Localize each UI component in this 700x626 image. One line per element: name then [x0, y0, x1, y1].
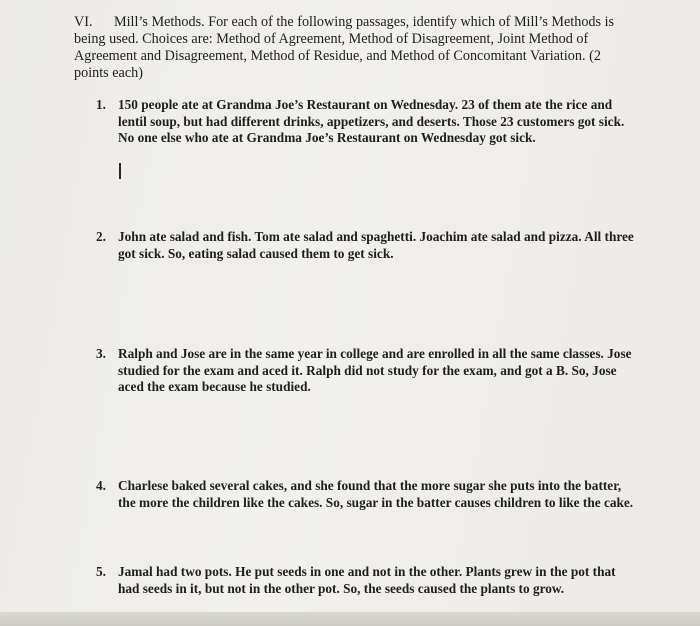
section-number: VI.	[74, 14, 93, 30]
question-1	[96, 97, 636, 147]
question-number: 4.	[96, 478, 106, 493]
question-4	[96, 478, 636, 511]
text-cursor	[119, 163, 121, 179]
question-number: 1.	[96, 97, 106, 112]
section-instructions	[74, 14, 634, 82]
question-number: 2.	[96, 229, 106, 244]
question-text: 150 people ate at Grandma Joe’s Restaurant on Wednesday. 23 of them ate the rice and lentil soup, but had different drinks, appetizers, and deserts. Those 23 customers got sick. No one else who ate at Grandma Joe’s Restaurant on Wednesday got sick.	[118, 97, 625, 145]
question-text: John ate salad and fish. Tom ate salad and spaghetti. Joachim ate salad and pizza. All three got sick. So, eating salad caused them to get sick.	[118, 229, 634, 261]
instructions-text: Mill’s Methods. For each of the following passages, identify which of Mill’s Methods is being used. Choices are: Method of Agreement, Method of Disagreement, Joint Method of Agreement and Disagreement, Method of Residue, and Method of Concomitant Variation. (2 points each)	[74, 14, 615, 81]
question-2	[96, 229, 636, 262]
question-number: 3.	[96, 346, 106, 361]
page-bottom-edge	[0, 612, 700, 626]
question-text: Ralph and Jose are in the same year in college and are enrolled in all the same classes. Jose studied for the exam and aced it. Ralph did not study for the exam, and got a B. So, Jose aced the exam because he studied.	[118, 346, 632, 394]
question-text: Jamal had two pots. He put seeds in one and not in the other. Plants grew in the pot that had seeds in it, but not in the other pot. So, the seeds caused the plants to grow.	[118, 564, 616, 596]
question-number: 5.	[96, 564, 106, 579]
question-text: Charlese baked several cakes, and she found that the more sugar she puts into the batter, the more the children like the cakes. So, sugar in the batter causes children to like the cake.	[118, 478, 634, 510]
question-3	[96, 346, 636, 396]
question-5	[96, 564, 636, 597]
